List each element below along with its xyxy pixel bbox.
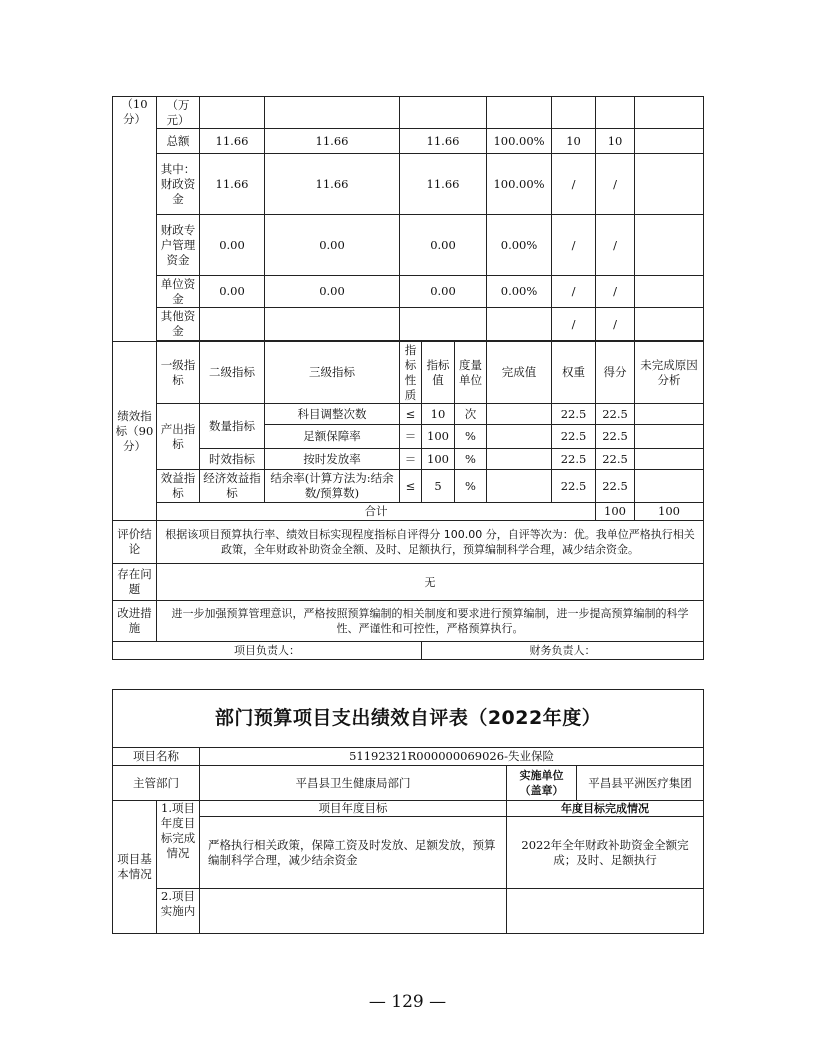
total-label: 合计 [157,503,596,521]
impl-content-label: 2.项目实施内 [157,889,200,934]
page-number: — 129 — [368,992,447,1012]
form-title: 部门预算项目支出绩效自评表（2022年度） [113,690,704,748]
l2-economic: 经济效益指标 [200,470,265,503]
header-score: 得分 [596,342,635,404]
done-text: 2022年全年财政补助资金全额完成；及时、足额执行 [507,817,704,889]
fund-label: 其他资金 [157,308,200,341]
problems-text: 无 [157,564,704,601]
fund-label: 总额 [157,129,200,154]
basic-info-label: 项目基本情况 [113,801,157,934]
header-value: 指标值 [422,342,455,404]
header-done: 完成值 [487,342,552,404]
project-name: 51192321R000000069026-失业保险 [200,748,704,766]
self-evaluation-table-2022 [112,689,704,934]
l2-quantity: 数量指标 [200,404,265,449]
l1-output: 产出指标 [157,404,200,470]
header-reason: 未完成原因分析 [635,342,704,404]
performance-table-continued: （10分） （万元） 总额 11.66 11.66 11.66 100.00% 10 10 其中：财政资金 11.66 11.66 11.66 100.00% / / 财政专户管理资金 0.00 0.00 0.00 0.00% / / 单位资金 0.00 0.00 0.00 0.00% / / 其他资金 / / 绩效指标（90分） 一级指标 二级指标 三级指标 指标性质 指标值 度量单位 完成值 权重 得分 未完成原因分析 产出指标 数量指标 科目调整次数 ≤ 10 次 22.5 22.5 足额保障率 ＝ 100 % 22.5 22.5 时效指标 按时发放率 ＝ 100 % 22.5 22.5 效益指标 经济效益指标 结余率(计算方法为:结余数/预算数) ≤ 5 % 22.5 22.5 合计 100 100 评价结论 根据该项目预算执行率、绩效目标实现程度指标自评得分 100.00 分，自评等次为：优。我单位严格执行相关政策，全年财政补助资金全额、及时、足额执行，预算编制科学合理，减少结余资金。 存在问题 无 改进措施 进一步加强预算管理意识，严格按照预算编制的相关制度和要求进行预算编制，进一步提高预算编制的科学性、严谨性和可控性，严格预算执行。 项目负责人： 财务负责人： [112,96,704,660]
perf-group-label: 绩效指标（90分） [113,342,157,521]
improve-text: 进一步加强预算管理意识，严格按照预算编制的相关制度和要求进行预算编制，进一步提高预算编制的科学性、严谨性和可控性，严格预算执行。 [157,601,704,642]
header-nature: 指标性质 [400,342,422,404]
header-l2: 二级指标 [200,342,265,404]
eval-label: 评价结论 [113,521,157,564]
total-weight: 100 [596,503,635,521]
header-l1: 一级指标 [157,342,200,404]
impl-unit-label: 实施单位（盖章） [507,766,577,801]
budget-group-label: （10分） [113,97,157,342]
goal-col-header: 项目年度目标 [200,801,507,817]
eval-text: 根据该项目预算执行率、绩效目标实现程度指标自评得分 100.00 分，自评等次为：优。我单位严格执行相关政策，全年财政补助资金全额、及时、足额执行，预算编制科学合理，减少结余资金。 [157,521,704,564]
fund-label: 财政专户管理资金 [157,215,200,276]
problems-label: 存在问题 [113,564,157,601]
unit-label: （万元） [157,97,200,129]
header-unit: 度量单位 [455,342,487,404]
total-score: 100 [635,503,704,521]
header-weight: 权重 [552,342,596,404]
dept-label: 主管部门 [113,766,200,801]
l2-time: 时效指标 [200,449,265,470]
improve-label: 改进措施 [113,601,157,642]
impl-unit-value: 平昌县平洲医疗集团 [577,766,704,801]
goal-completion-label: 1.项目年度目标完成情况 [157,801,200,889]
l1-benefit: 效益指标 [157,470,200,503]
header-l3: 三级指标 [265,342,400,404]
fund-label: 单位资金 [157,276,200,308]
done-col-header: 年度目标完成情况 [507,801,704,817]
dept-value: 平昌县卫生健康局部门 [200,766,507,801]
project-lead-signature: 项目负责人： [113,642,422,660]
goal-text: 严格执行相关政策，保障工资及时发放、足额发放，预算编制科学合理，减少结余资金 [200,817,507,889]
finance-lead-signature: 财务负责人： [422,642,704,660]
project-name-label: 项目名称 [113,748,200,766]
fund-label: 其中：财政资金 [157,154,200,215]
